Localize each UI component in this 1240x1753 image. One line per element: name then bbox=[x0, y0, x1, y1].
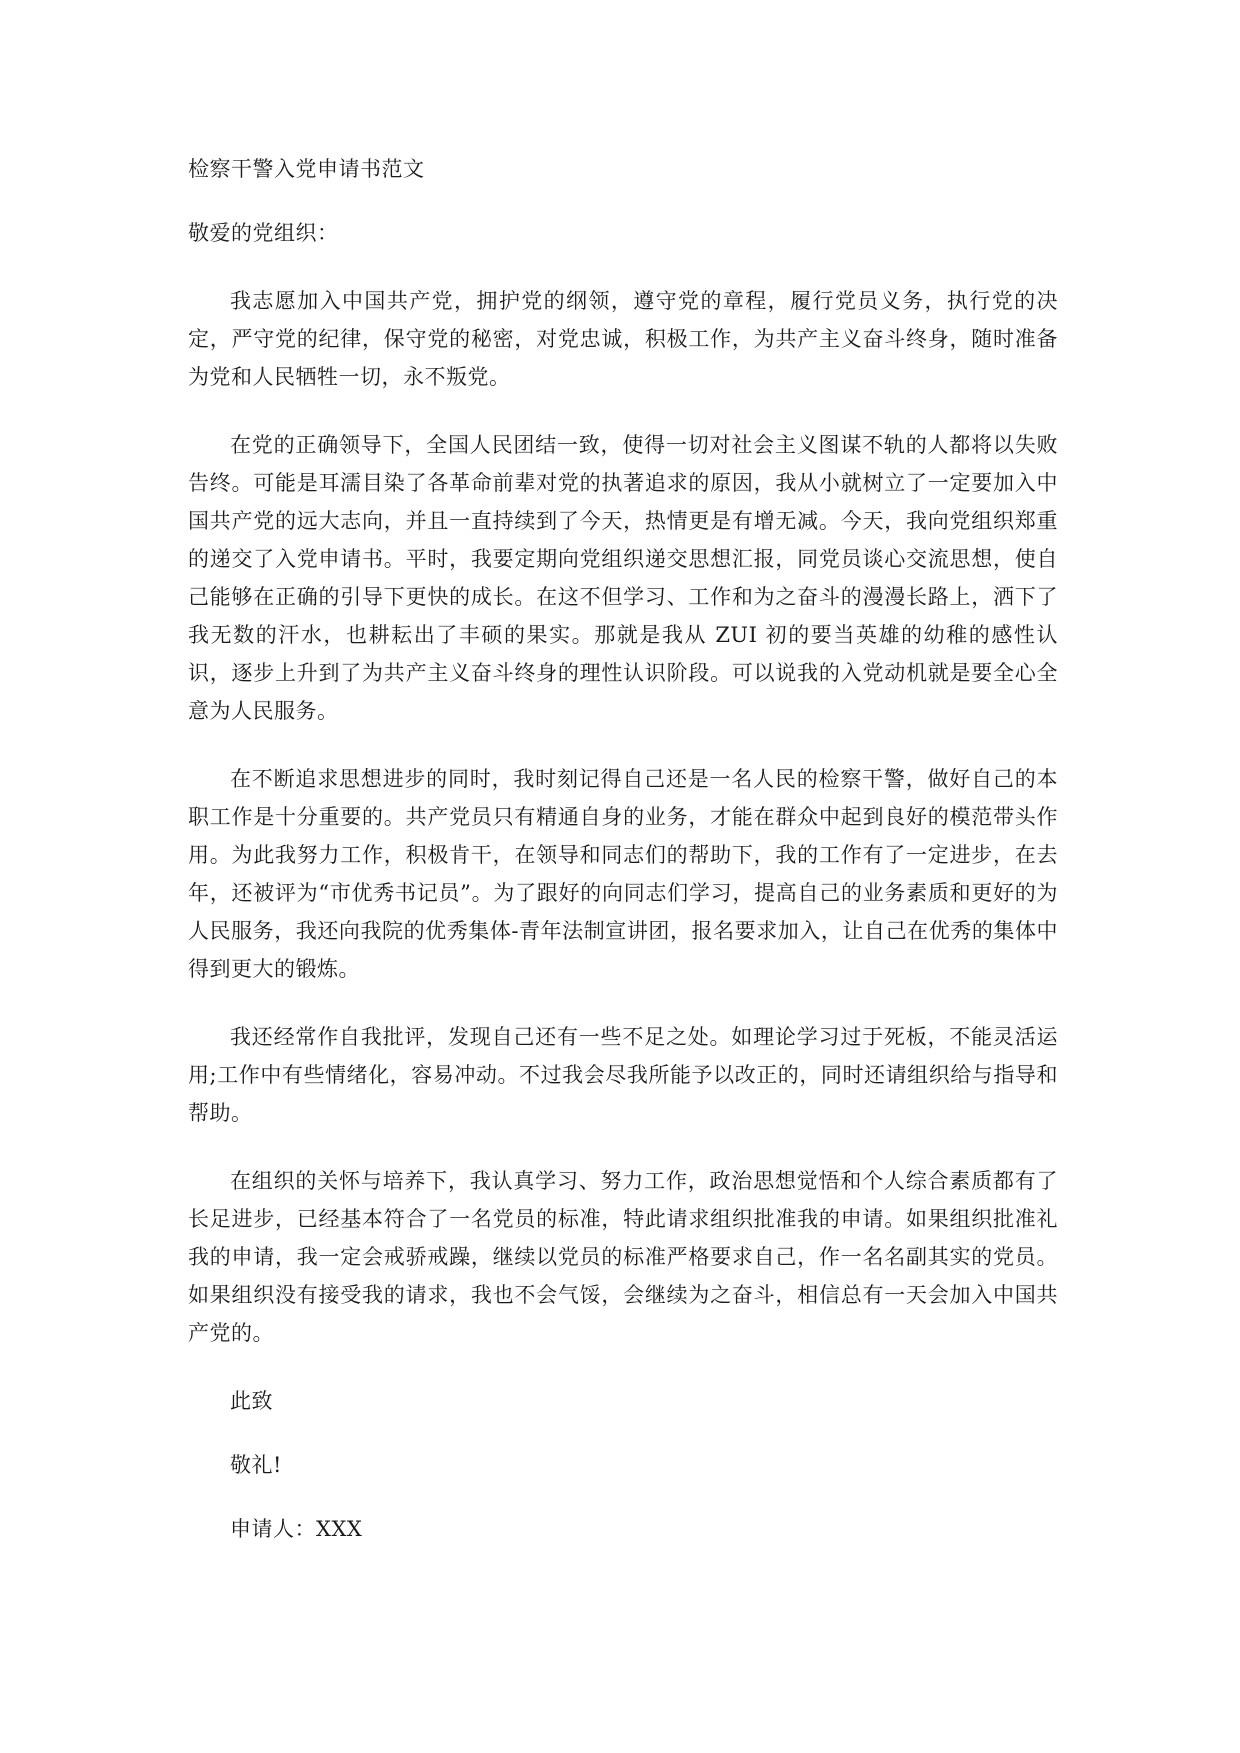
paragraph-5: 在组织的关怀与培养下，我认真学习、努力工作，政治思想觉悟和个人综合素质都有了长足进步，已经基本符合了一名党员的标准，特此请求组织批准我的申请。如果组织批准礼我的申请，我一定会戒骄戒躁，继续以党员的标准严格要求自己，作一名名副其实的党员。如果组织没有接受我的请求，我也不会气馁，会继续为之奋斗，相信总有一天会加入中国共产党的。 bbox=[188, 1169, 1058, 1345]
document-body bbox=[188, 150, 1058, 1574]
signature: 申请人：XXX bbox=[230, 1517, 363, 1541]
paragraph-1: 我志愿加入中国共产党，拥护党的纲领，遵守党的章程，履行党员义务，执行党的决定，严守党的纪律，保守党的秘密，对党忠诚，积极工作，为共产主义奋斗终身，随时准备为党和人民牺牲一切，永不叛党。 bbox=[188, 289, 1058, 389]
paragraph-3: 在不断追求思想进步的同时，我时刻记得自己还是一名人民的检察干警，做好自己的本职工作是十分重要的。共产党员只有精通自身的业务，才能在群众中起到良好的模范带头作用。为此我努力工作，积极肯干，在领导和同志们的帮助下，我的工作有了一定进步，在去年，还被评为“市优秀书记员”。为了跟好的向同志们学习，提高自己的业务素质和更好的为人民服务，我还向我院的优秀集体-青年法制宣讲团，报名要求加入，让自己在优秀的集体中得到更大的锻炼。 bbox=[188, 767, 1058, 981]
salutation: 敬爱的党组织： bbox=[188, 221, 339, 245]
closing-line-2: 敬礼! bbox=[230, 1453, 282, 1477]
closing-line-1: 此致 bbox=[230, 1389, 273, 1413]
paragraph-4: 我还经常作自我批评，发现自己还有一些不足之处。如理论学习过于死板，不能灵活运用;工作中有些情绪化，容易冲动。不过我会尽我所能予以改正的，同时还请组织给与指导和帮助。 bbox=[188, 1025, 1058, 1125]
paragraph-2: 在党的正确领导下，全国人民团结一致，使得一切对社会主义图谋不轨的人都将以失败告终。可能是耳濡目染了各革命前辈对党的执著追求的原因，我从小就树立了一定要加入中国共产党的远大志向，并且一直持续到了今天，热情更是有增无减。今天，我向党组织郑重的递交了入党申请书。平时，我要定期向党组织递交思想汇报，同党员谈心交流思想，使自己能够在正确的引导下更快的成长。在这不但学习、工作和为之奋斗的漫漫长路上，洒下了我无数的汗水，也耕耘出了丰硕的果实。那就是我从 ZUI 初的要当英雄的幼稚的感性认识，逐步上升到了为共产主义奋斗终身的理性认识阶段。可以说我的入党动机就是要全心全意为人民服务。 bbox=[188, 433, 1058, 723]
document-title: 检察干警入党申请书范文 bbox=[188, 157, 425, 181]
